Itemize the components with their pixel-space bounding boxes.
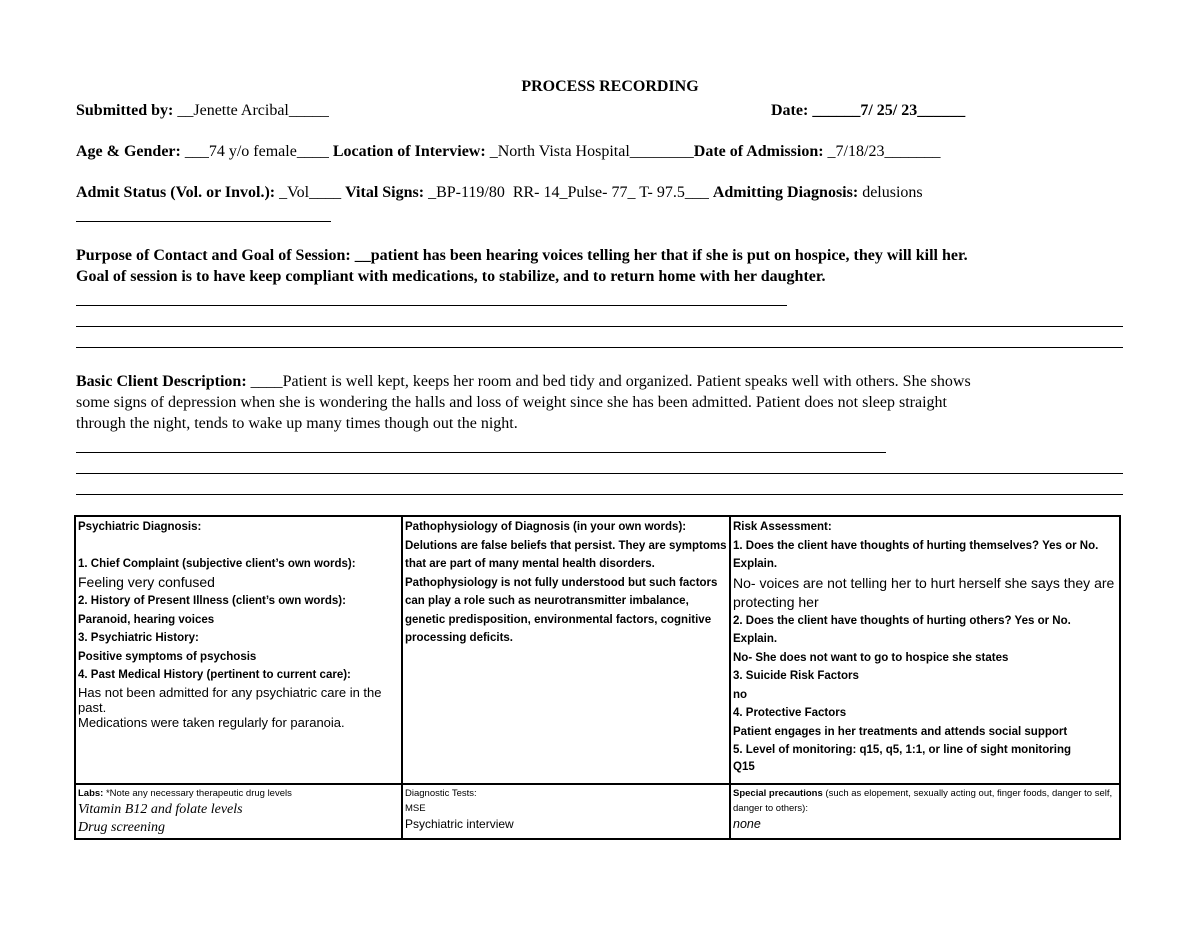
date-value: ______7/ 25/ 23______ [808,102,966,119]
psychiatric-history-answer: Positive symptoms of psychosis [78,650,257,663]
labs-cell [75,784,402,839]
fill-line [76,452,886,453]
purpose-text-1: __patient has been hearing voices telling her that if she is put on hospice, they will kill her. [350,247,968,264]
age-gender-value: ___74 y/o female____ [180,143,333,160]
diagnostic-tests-cell [402,784,730,839]
psychiatric-history-question: 3. Psychiatric History: [78,632,199,644]
harm-others-answer: No- She does not want to go to hospice she states [733,651,1009,664]
submitted-by-field [76,100,329,121]
diagnostic-test-1: MSE [405,803,426,814]
monitoring-answer: Q15 [733,760,755,773]
age-location-row [76,141,940,162]
submitted-by-value: __Jenette Arcibal_____ [173,102,329,119]
precautions-label: Special precautions [733,788,823,799]
purpose-line-1 [76,245,1126,266]
pathophysiology-cell [402,516,730,784]
pathophysiology-heading: Pathophysiology of Diagnosis (in your own words): [405,521,687,533]
monitoring-question: 5. Level of monitoring: q15, q5, 1:1, or line of sight monitoring [733,744,1071,756]
purpose-section [76,245,1126,287]
harm-others-question: 2. Does the client have thoughts of hurting others? Yes or No. Explain. [733,614,1071,645]
admission-date-value: _7/18/23_______ [823,143,941,160]
table-row [75,784,1120,839]
psychiatric-diagnosis-heading: Psychiatric Diagnosis: [78,521,202,533]
assessment-table [74,515,1121,840]
fill-line [76,347,1123,348]
present-illness-answer: Paranoid, hearing voices [78,613,215,626]
location-label: Location of Interview: [332,143,486,160]
page-title: PROCESS RECORDING [521,78,699,95]
labs-value-1: Vitamin B12 and folate levels [78,802,243,817]
chief-complaint-question: 1. Chief Complaint (subjective client’s own words): [78,557,356,570]
client-text-1: ____Patient is well kept, keeps her room and bed tidy and organized. Patient speaks well with others. She shows [246,373,971,390]
client-text-3: through the night, tends to wake up many times though out the night. [76,415,518,432]
fill-line [76,494,1123,495]
self-harm-answer: No- voices are not telling her to hurt herself she says they are protecting her [733,574,1115,610]
precautions-note: (such as elopement, sexually acting out, finger foods, danger to self, danger to others): [733,788,1113,814]
admitting-diagnosis-value: delusions [858,184,923,201]
admit-status-value: _Vol____ [275,184,346,201]
labs-note: *Note any necessary therapeutic drug levels [103,788,292,799]
location-value: _North Vista Hospital________ [485,143,694,160]
client-description-section [76,371,1136,434]
special-precautions-cell [730,784,1120,839]
vital-signs-value: _BP-119/80 RR- 14_Pulse- 77_ T- 97.5___ [424,184,713,201]
labs-value-2: Drug screening [78,820,165,835]
date-label: Date: [771,102,809,119]
admit-status-label: Admit Status (Vol. or Invol.): [76,184,276,201]
medical-history-answer-1: Has not been admitted for any psychiatric care in the past. [78,684,382,715]
diagnostic-test-2: Psychiatric interview [405,817,514,831]
risk-assessment-heading: Risk Assessment: [733,521,832,533]
age-gender-label: Age & Gender: [76,143,181,160]
purpose-label: Purpose of Contact and Goal of Session: [76,247,351,264]
purpose-text-2: Goal of session is to have keep compliant with medications, to stabilize, and to return home with her daughter. [76,268,826,285]
fill-line [76,473,1123,474]
protective-factors-answer: Patient engages in her treatments and attends social support [733,725,1068,738]
vital-signs-label: Vital Signs: [345,184,425,201]
psychiatric-diagnosis-cell [75,516,402,784]
admission-date-label: Date of Admission: [693,143,824,160]
medical-history-answer-2: Medications were taken regularly for paranoia. [78,714,345,730]
fill-line [76,221,331,222]
client-description-label: Basic Client Description: [76,373,247,390]
protective-factors-question: 4. Protective Factors [733,707,847,719]
fill-line [76,326,1123,327]
pathophysiology-text: Delutions are false beliefs that persist. They are symptoms that are part of many mental health disorders. Pathophysiology is not fully understood but such factors can play a role such as neurotransmitter imbalance, genetic predisposition, environmental factors, cognitive processing deficits. [405,539,727,644]
diagnostic-tests-label: Diagnostic Tests: [405,788,477,799]
table-row [75,516,1120,784]
self-harm-question: 1. Does the client have thoughts of hurting themselves? Yes or No. Explain. [733,539,1099,570]
present-illness-question: 2. History of Present Illness (client’s own words): [78,595,346,607]
fill-line [76,305,787,306]
date-field [771,100,965,121]
risk-assessment-cell [730,516,1120,784]
chief-complaint-answer: Feeling very confused [78,574,215,590]
client-line-1 [76,371,1136,392]
submitted-by-label: Submitted by: [76,102,174,119]
medical-history-question: 4. Past Medical History (pertinent to current care): [78,669,351,681]
status-vitals-row [76,182,923,203]
labs-label: Labs: [78,788,104,799]
suicide-risk-question: 3. Suicide Risk Factors [733,670,859,682]
suicide-risk-answer: no [733,688,748,701]
precautions-value: none [733,817,761,831]
admitting-diagnosis-label: Admitting Diagnosis: [712,184,859,201]
client-text-2: some signs of depression when she is wondering the halls and loss of weight since she has been admitted. Patient does not sleep straight [76,394,947,411]
